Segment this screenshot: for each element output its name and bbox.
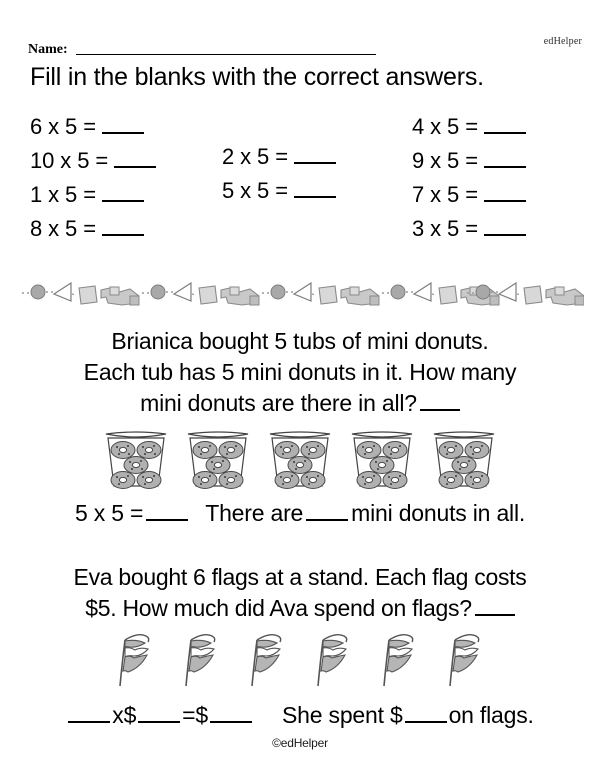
answer-blank[interactable] xyxy=(138,706,180,723)
word-problem-2-text xyxy=(0,562,600,624)
wp2-answer-x: x xyxy=(112,702,124,728)
answer-blank[interactable] xyxy=(484,184,526,202)
problem-expression: 10 x 5 = xyxy=(30,148,109,173)
wp1-answer-suffix: mini donuts in all. xyxy=(351,500,526,526)
problem-item xyxy=(30,146,156,176)
donut-tub-icon xyxy=(265,428,335,490)
wp2-answer-equals: = xyxy=(182,702,196,728)
word-problem-1-text xyxy=(0,326,600,419)
problem-item xyxy=(30,112,156,142)
flag-icon xyxy=(178,630,224,688)
donut-tub-icon xyxy=(183,428,253,490)
problem-expression: 7 x 5 = xyxy=(412,182,478,207)
answer-blank[interactable] xyxy=(146,504,188,521)
problem-expression: 1 x 5 = xyxy=(30,182,96,207)
answer-blank[interactable] xyxy=(405,706,447,723)
answer-blank[interactable] xyxy=(114,150,156,168)
problem-expression: 4 x 5 = xyxy=(412,114,478,139)
wp1-answer-prefix: 5 x 5 = xyxy=(74,500,144,526)
answer-blank[interactable] xyxy=(102,218,144,236)
name-label: Name: xyxy=(28,42,68,57)
problem-expression: 5 x 5 = xyxy=(222,178,288,203)
instructions-text: Fill in the blanks with the correct answers. xyxy=(30,63,484,91)
name-field-row xyxy=(28,43,376,57)
problem-expression: 8 x 5 = xyxy=(30,216,96,241)
word-problem-1-answer-line xyxy=(0,498,600,528)
wp1-line-2: Each tub has 5 mini donuts in it. How many xyxy=(83,359,517,385)
problem-item xyxy=(412,214,526,244)
donut-tub-icon xyxy=(429,428,499,490)
flag-icon xyxy=(112,630,158,688)
problem-item xyxy=(222,176,336,206)
problem-item xyxy=(412,112,526,142)
flags-illustration xyxy=(0,630,600,688)
wp1-line-3-text: mini donuts are there in all? xyxy=(140,390,417,416)
name-write-line[interactable] xyxy=(76,54,376,55)
answer-blank[interactable] xyxy=(484,150,526,168)
wp1-line-1: Brianica bought 5 tubs of mini donuts. xyxy=(111,328,489,354)
donut-tubs-illustration xyxy=(0,428,600,490)
problem-expression: 6 x 5 = xyxy=(30,114,96,139)
wp1-line-3 xyxy=(0,388,600,419)
flag-icon xyxy=(244,630,290,688)
wp2-line-2-text: $5. How much did Ava spend on flags? xyxy=(85,595,472,621)
copyright-footer: ©edHelper xyxy=(272,736,328,750)
edhelper-brand-top: edHelper xyxy=(543,36,582,47)
problem-column-middle xyxy=(222,142,336,210)
answer-blank[interactable] xyxy=(210,706,252,723)
answer-blank[interactable] xyxy=(68,706,110,723)
problem-expression: 2 x 5 = xyxy=(222,144,288,169)
flag-icon xyxy=(310,630,356,688)
answer-blank[interactable] xyxy=(306,504,348,521)
problem-expression: 9 x 5 = xyxy=(412,148,478,173)
word-problem-2-answer-line xyxy=(0,700,600,730)
problem-column-left xyxy=(30,112,156,248)
answer-blank[interactable] xyxy=(484,116,526,134)
answer-blank[interactable] xyxy=(102,184,144,202)
answer-blank[interactable] xyxy=(484,218,526,236)
flag-icon xyxy=(442,630,488,688)
problem-column-right xyxy=(412,112,526,248)
donut-tub-icon xyxy=(347,428,417,490)
answer-blank[interactable] xyxy=(475,599,515,616)
answer-blank[interactable] xyxy=(420,394,460,411)
answer-blank[interactable] xyxy=(102,116,144,134)
problem-item xyxy=(30,180,156,210)
problem-item xyxy=(412,146,526,176)
multiplication-problems xyxy=(0,112,600,262)
answer-blank[interactable] xyxy=(294,146,336,164)
wp2-line-2 xyxy=(0,593,600,624)
wp2-answer-dollar2: $ xyxy=(195,702,208,728)
answer-blank[interactable] xyxy=(294,180,336,198)
problem-item xyxy=(412,180,526,210)
problem-item xyxy=(222,142,336,172)
wp1-answer-middle: There are xyxy=(205,500,304,526)
flag-icon xyxy=(376,630,422,688)
problem-item xyxy=(30,214,156,244)
problem-expression: 3 x 5 = xyxy=(412,216,478,241)
wp2-answer-sentence-pre: She spent $ xyxy=(282,702,403,728)
wp2-answer-dollar1: $ xyxy=(123,702,137,728)
donut-tub-icon xyxy=(101,428,171,490)
wp2-answer-sentence-post: on flags. xyxy=(448,702,534,728)
wp2-line-1: Eva bought 6 flags at a stand. Each flag costs xyxy=(73,564,527,590)
shapes-border-divider-icon xyxy=(22,272,584,316)
